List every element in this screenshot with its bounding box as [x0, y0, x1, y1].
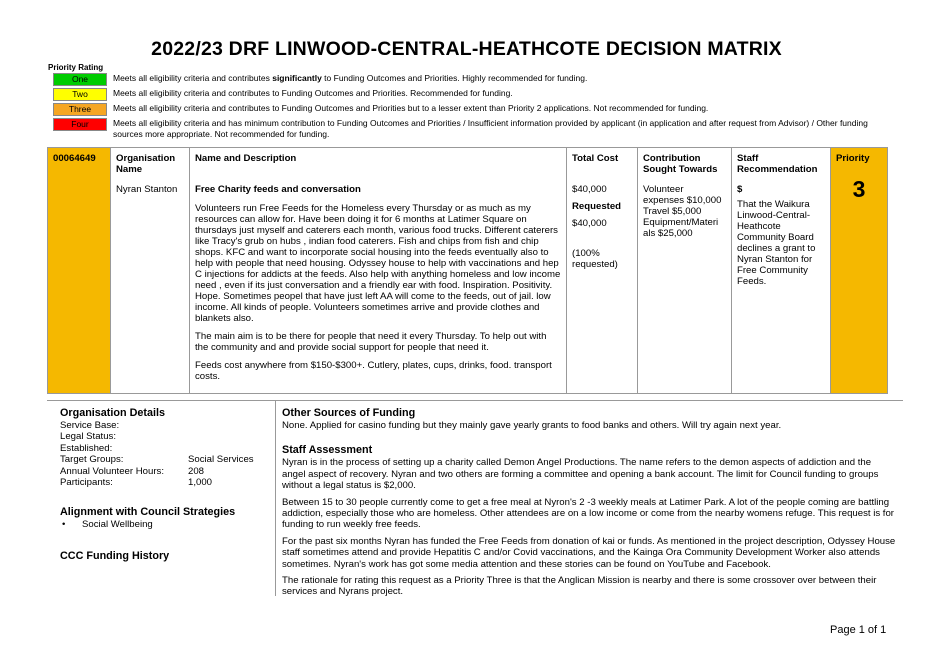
org-detail-row: Target Groups: Social Services: [60, 454, 254, 466]
staff-recommendation-header: Staff Recommendation: [737, 153, 818, 175]
total-cost-value: $40,000: [572, 184, 607, 195]
right-panel: [282, 407, 897, 603]
assessment-paragraph: For the past six months Nyran has funded the Free Feeds from donation of kai or funds. As mentioned in the project description, Odyssey House staff sometimes attend and provide Hepatitis C and/or Covid vaccinations, and the Kainga Ora Community Development Worker also attends sometimes. Nyran's work has got some media attention and these stories can be found on YouTube and Facebook.: [282, 535, 896, 570]
staff-recommendation-cell: [732, 148, 831, 393]
org-detail-row: Service Base:: [60, 420, 120, 431]
priority-swatch-one: One: [53, 73, 107, 86]
ccc-history-heading: CCC Funding History: [60, 550, 170, 563]
requested-percent: (100% requested): [572, 248, 618, 270]
project-title: Free Charity feeds and conversation: [195, 184, 361, 195]
decision-table: [47, 147, 888, 394]
staff-assessment-heading: Staff Assessment: [282, 444, 373, 457]
description-paragraph: Volunteers run Free Feeds for the Homeless every Thursday or as much as my resources can allow for. Have been doing it for 6 months at Latimer Square on thursdays just myself and caterers each month, various food trucks. Different caterers like Tracy's grub on hubs , indian food caterers. Fish and chips from fish and chip shops. KFC and want to incorporate social housing into the feeds eventually also to help with people that need housing. Odyssey house to help with vaccinations and hep C injections for addicts at the feeds. Also help with anything homeless and low income need , even if its just conversation and a friendly ear with food. Inspiration. Positivity. Hope. Sometimes peopel that have just left AA will come to the feeds, out of jail. low income. All kinds of people. Volunteers sometimes arrive and provide clothes and blankets also.: [195, 203, 561, 324]
legend-row-four: [53, 118, 881, 139]
organisation-name: Nyran Stanton: [116, 184, 178, 195]
assessment-paragraph: The rationale for rating this request as a Priority Three is that the Anglican Mission is nearby and there is some crossover over between their services and Nyrans project.: [282, 575, 877, 598]
organisation-cell: [111, 148, 190, 393]
priority-desc-three: Meets all eligibility criteria and contributes to Funding Outcomes and Priorities but to a lesser extent than Priority 2 applications. Not recommended for funding.: [113, 103, 709, 113]
other-funding-text: None. Applied for casino funding but they mainly gave yearly grants to food banks and others. Will try again next year.: [282, 420, 782, 431]
column-divider: [275, 401, 276, 596]
contribution-cell: [638, 148, 732, 393]
priority-desc-four: Meets all eligibility criteria and has minimum contribution to Funding Outcomes and Priorities / Insufficient information provided by applicant (in application and after request from Advisor) / Other funding sources more appropriate. Not recommended for funding.: [113, 118, 868, 139]
description-paragraph: The main aim is to be there for people that need it every Thursday. To help out with the community and and provide social support for people that need it.: [195, 331, 547, 353]
description-paragraph: Feeds cost anywhere from $150-$300+. Cutlery, plates, cups, drinks, food. transport costs.: [195, 360, 552, 382]
bullet-icon: •: [62, 519, 66, 531]
priority-swatch-two: Two: [53, 88, 107, 101]
cost-cell: [567, 148, 638, 393]
priority-swatch-three: Three: [53, 103, 107, 116]
priority-legend: [53, 73, 881, 141]
requested-label: Requested: [572, 201, 622, 212]
priority-header: Priority: [836, 153, 870, 164]
description-header: Name and Description: [195, 153, 297, 164]
org-detail-row: Established:: [60, 442, 113, 454]
contribution-header: Contribution Sought Towards: [643, 153, 718, 175]
alignment-item: • Social Wellbeing: [62, 519, 153, 531]
page-number: Page 1 of 1: [830, 624, 887, 636]
priority-swatch-four: Four: [53, 118, 107, 131]
org-detail-row: Annual Volunteer Hours: 208: [60, 465, 205, 477]
alignment-heading: Alignment with Council Strategies: [60, 506, 236, 519]
assessment-paragraph: Nyran is in the process of setting up a charity called Demon Angel Productions. The name refers to the demon aspects of addiction and the angel aspect of recovery. Nyran and two others are forming a committee and opening a bank account. The limit for Council funding to groups without a legal status is $2,000.: [282, 457, 879, 492]
org-detail-row: Participants: 1,000: [60, 477, 213, 489]
org-details-heading: Organisation Details: [60, 407, 165, 419]
section-divider: [47, 400, 903, 401]
org-detail-row: Legal Status:: [60, 431, 117, 443]
legend-row-three: [53, 103, 881, 116]
priority-cell: [831, 148, 887, 393]
application-id-cell: [48, 148, 111, 393]
application-id: 00064649: [53, 153, 96, 164]
priority-value: 3: [852, 176, 866, 202]
staff-amount: $: [737, 184, 743, 195]
description-cell: [190, 148, 567, 393]
legend-row-one: [53, 73, 881, 86]
legend-row-two: [53, 88, 881, 101]
total-cost-header: Total Cost: [572, 153, 619, 164]
requested-amount: $40,000: [572, 218, 607, 229]
priority-desc-one: Meets all eligibility criteria and contributes significantly to Funding Outcomes and Priorities. Highly recommended for funding.: [113, 73, 588, 83]
staff-recommendation-text: That the Waikura Linwood-Central-Heathcote Community Board declines a grant to Nyran Stanton for Free Community Feeds.: [737, 199, 816, 287]
left-panel: [60, 407, 270, 563]
priority-desc-two: Meets all eligibility criteria and contributes to Funding Outcomes and Priorities. Recommended for funding.: [113, 88, 513, 98]
priority-rating-heading: Priority Rating: [48, 63, 104, 72]
assessment-paragraph: Between 15 to 30 people currently come to get a free meal at Nyron's 2 -3 weekly meals at Latimer Park. A lot of the people coming are battling addiction, especially those who are homeless. Other attendees are on a low income or come from the nearby womens refuge. This request is for funding to run weekly free feeds.: [282, 496, 895, 531]
organisation-header: Organisation Name: [116, 153, 176, 175]
other-funding-heading: Other Sources of Funding: [282, 407, 416, 419]
page-title: 2022/23 DRF LINWOOD-CENTRAL-HEATHCOTE DECISION MATRIX: [151, 38, 782, 60]
contribution-text: Volunteer expenses $10,000 Travel $5,000 Equipment/Materi als $25,000: [643, 184, 722, 239]
